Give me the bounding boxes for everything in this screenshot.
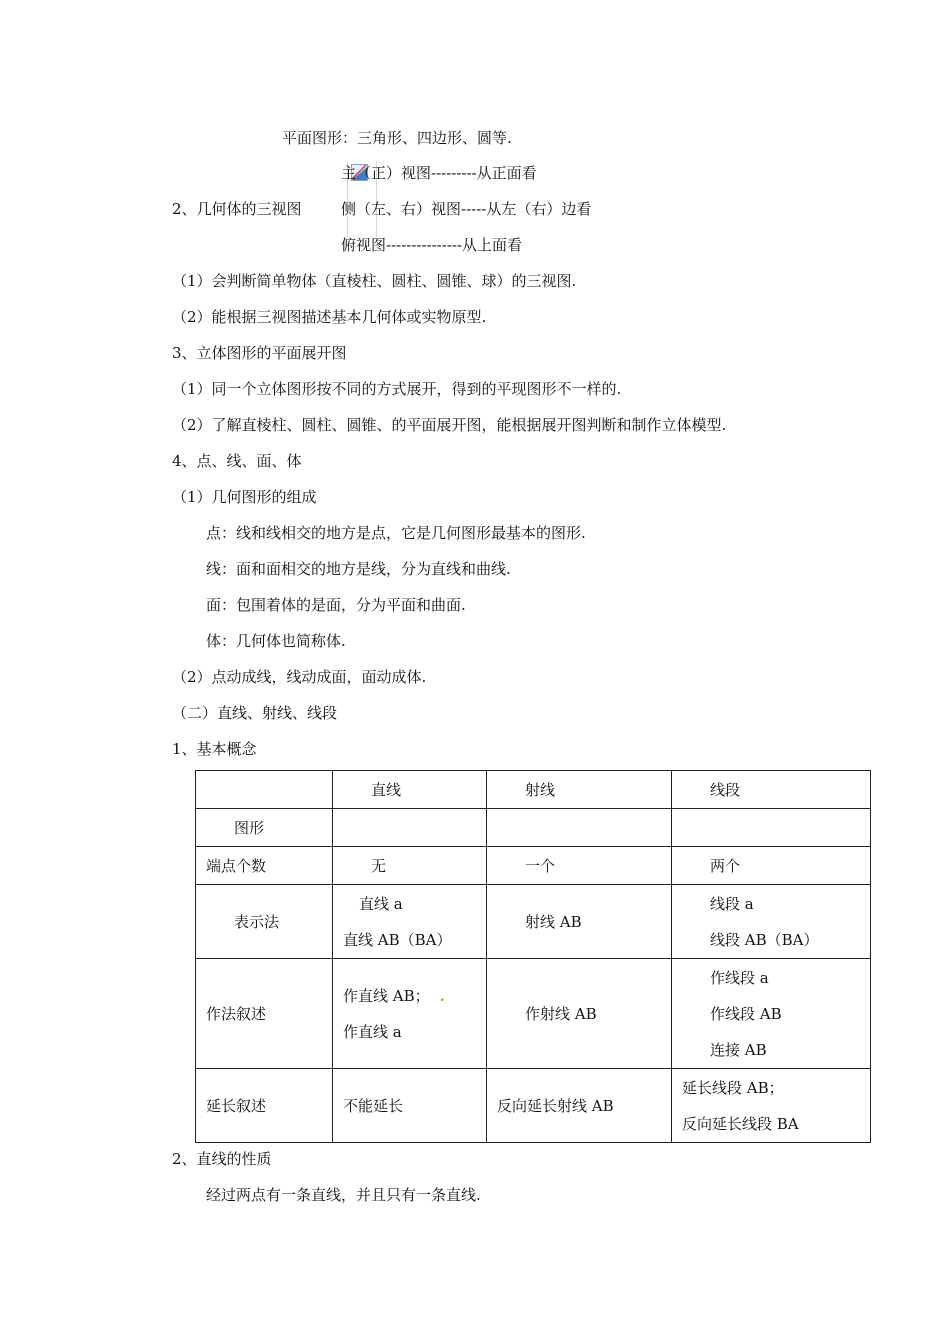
surface-definition: 面：包围着体的是面，分为平面和曲面. <box>206 596 466 614</box>
construction-line-1-text: 作直线 AB； <box>343 986 430 1005</box>
table-row-figure <box>196 809 871 847</box>
construction-segment-1: 作线段 a <box>710 968 769 987</box>
stray-dot: . <box>439 986 445 1005</box>
plane-shapes-line: 平面图形：三角形、四边形、圆等. <box>282 129 512 147</box>
section-4-heading: 4、点、线、面、体 <box>172 452 302 470</box>
construction-line-cell <box>333 959 487 1069</box>
extension-segment-1: 延长线段 AB； <box>682 1078 784 1097</box>
table-header-line: 直线 <box>333 771 487 809</box>
line-properties-heading: 2、直线的性质 <box>172 1150 272 1168</box>
notation-segment-1: 线段 a <box>710 894 754 913</box>
construction-ray: 作射线 AB <box>487 959 672 1069</box>
three-views-heading: 2、几何体的三视图 <box>172 200 302 218</box>
section-4-item-2: （2）点动成线，线动成面，面动成体. <box>172 668 427 686</box>
notation-segment-cell <box>672 885 871 959</box>
front-view-line: 主（正）视图---------从正面看 <box>341 164 537 182</box>
notation-segment-2: 线段 AB（BA） <box>710 930 819 949</box>
notation-line-2: 直线 AB（BA） <box>343 930 452 949</box>
table-header-ray: 射线 <box>487 771 672 809</box>
construction-segment-3: 连接 AB <box>710 1040 767 1059</box>
row-endpoints-label: 端点个数 <box>196 847 333 885</box>
basic-concepts-heading: 1、基本概念 <box>172 740 257 758</box>
table-row-endpoints <box>196 847 871 885</box>
part-2-heading: （二）直线、射线、线段 <box>172 704 338 722</box>
notation-line-cell <box>333 885 487 959</box>
point-definition: 点：线和线相交的地方是点，它是几何图形最基本的图形. <box>206 524 586 542</box>
item-2: （2）能根据三视图描述基本几何体或实物原型. <box>172 308 487 326</box>
item-1: （1）会判断简单物体（直棱柱、圆柱、圆锥、球）的三视图. <box>172 272 577 290</box>
table-row-header <box>196 771 871 809</box>
concept-table <box>195 770 871 1143</box>
row-figure-label: 图形 <box>196 809 333 847</box>
top-view-line: 俯视图---------------从上面看 <box>341 236 523 254</box>
construction-segment-cell <box>672 959 871 1069</box>
line-property-text: 经过两点有一条直线，并且只有一条直线. <box>206 1186 481 1204</box>
table-row-construction <box>196 959 871 1069</box>
endpoints-ray: 一个 <box>487 847 672 885</box>
endpoints-segment: 两个 <box>672 847 871 885</box>
row-construction-label: 作法叙述 <box>196 959 333 1069</box>
construction-line-1 <box>343 978 486 1014</box>
table-row-notation <box>196 885 871 959</box>
section-4-item-1: （1）几何图形的组成 <box>172 488 317 506</box>
extension-segment-2: 反向延长线段 BA <box>682 1114 799 1133</box>
extension-segment-cell <box>672 1069 871 1143</box>
figure-ray-cell <box>487 809 672 847</box>
extension-line: 不能延长 <box>333 1069 487 1143</box>
notation-line-1: 直线 a <box>359 894 403 913</box>
construction-segment-2: 作线段 AB <box>710 1004 782 1023</box>
section-3-heading: 3、立体图形的平面展开图 <box>172 344 347 362</box>
section-3-item-1: （1）同一个立体图形按不同的方式展开，得到的平现图形不一样的. <box>172 380 622 398</box>
table-header-segment: 线段 <box>672 771 871 809</box>
construction-line-2: 作直线 a <box>343 1022 402 1041</box>
solid-definition: 体：几何体也简称体. <box>206 632 346 650</box>
line-definition: 线：面和面相交的地方是线，分为直线和曲线. <box>206 560 511 578</box>
section-3-item-2: （2）了解直棱柱、圆柱、圆锥、的平面展开图，能根据展开图判断和制作立体模型. <box>172 416 727 434</box>
endpoints-line: 无 <box>333 847 487 885</box>
side-view-line: 侧（左、右）视图-----从左（右）边看 <box>341 200 592 218</box>
table-header-empty <box>196 771 333 809</box>
notation-ray: 射线 AB <box>487 885 672 959</box>
figure-line-cell <box>333 809 487 847</box>
table-row-extension <box>196 1069 871 1143</box>
row-notation-label: 表示法 <box>196 885 333 959</box>
figure-segment-cell <box>672 809 871 847</box>
row-extension-label: 延长叙述 <box>196 1069 333 1143</box>
extension-ray: 反向延长射线 AB <box>487 1069 672 1143</box>
